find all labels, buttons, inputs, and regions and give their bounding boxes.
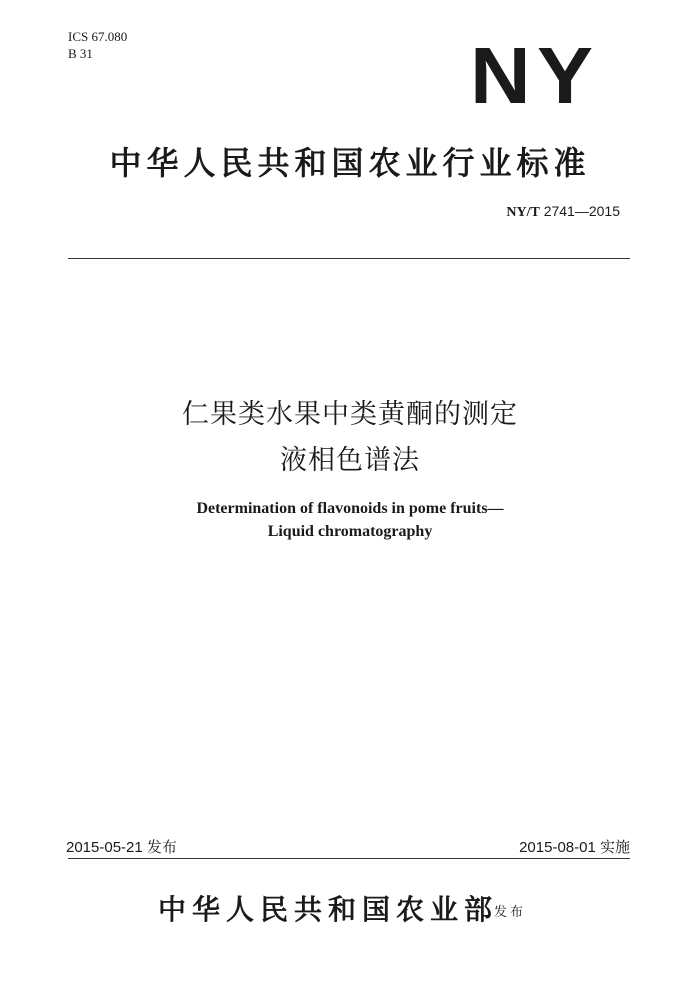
- standard-title: 中华人民共和国农业行业标准: [109, 144, 591, 182]
- implementation-date: 2015-08-01 实施: [519, 839, 630, 856]
- standard-code: [506, 203, 620, 221]
- ics-code: ICS 67.080: [68, 29, 128, 44]
- ics-classification: [68, 28, 127, 62]
- standard-code-number: 2741—2015: [543, 203, 620, 219]
- standard-code-prefix: NY/T: [506, 205, 540, 220]
- header-divider: [68, 258, 630, 259]
- publisher-action: 发布: [494, 905, 527, 920]
- publisher-name: 中华人民共和国农业部: [158, 893, 499, 926]
- document-title-line2: 液相色谱法: [280, 445, 420, 476]
- ccs-code: B 31: [68, 46, 93, 61]
- english-title-line1: Determination of flavonoids in pome fruits—: [196, 500, 504, 517]
- issue-date: 2015-05-21 发布: [66, 839, 177, 856]
- ny-logo: NY: [470, 31, 600, 120]
- footer-divider: [68, 858, 630, 859]
- document-title-line1: 仁果类水果中类黄酮的测定: [182, 399, 518, 430]
- english-title-line2: Liquid chromatography: [267, 523, 433, 540]
